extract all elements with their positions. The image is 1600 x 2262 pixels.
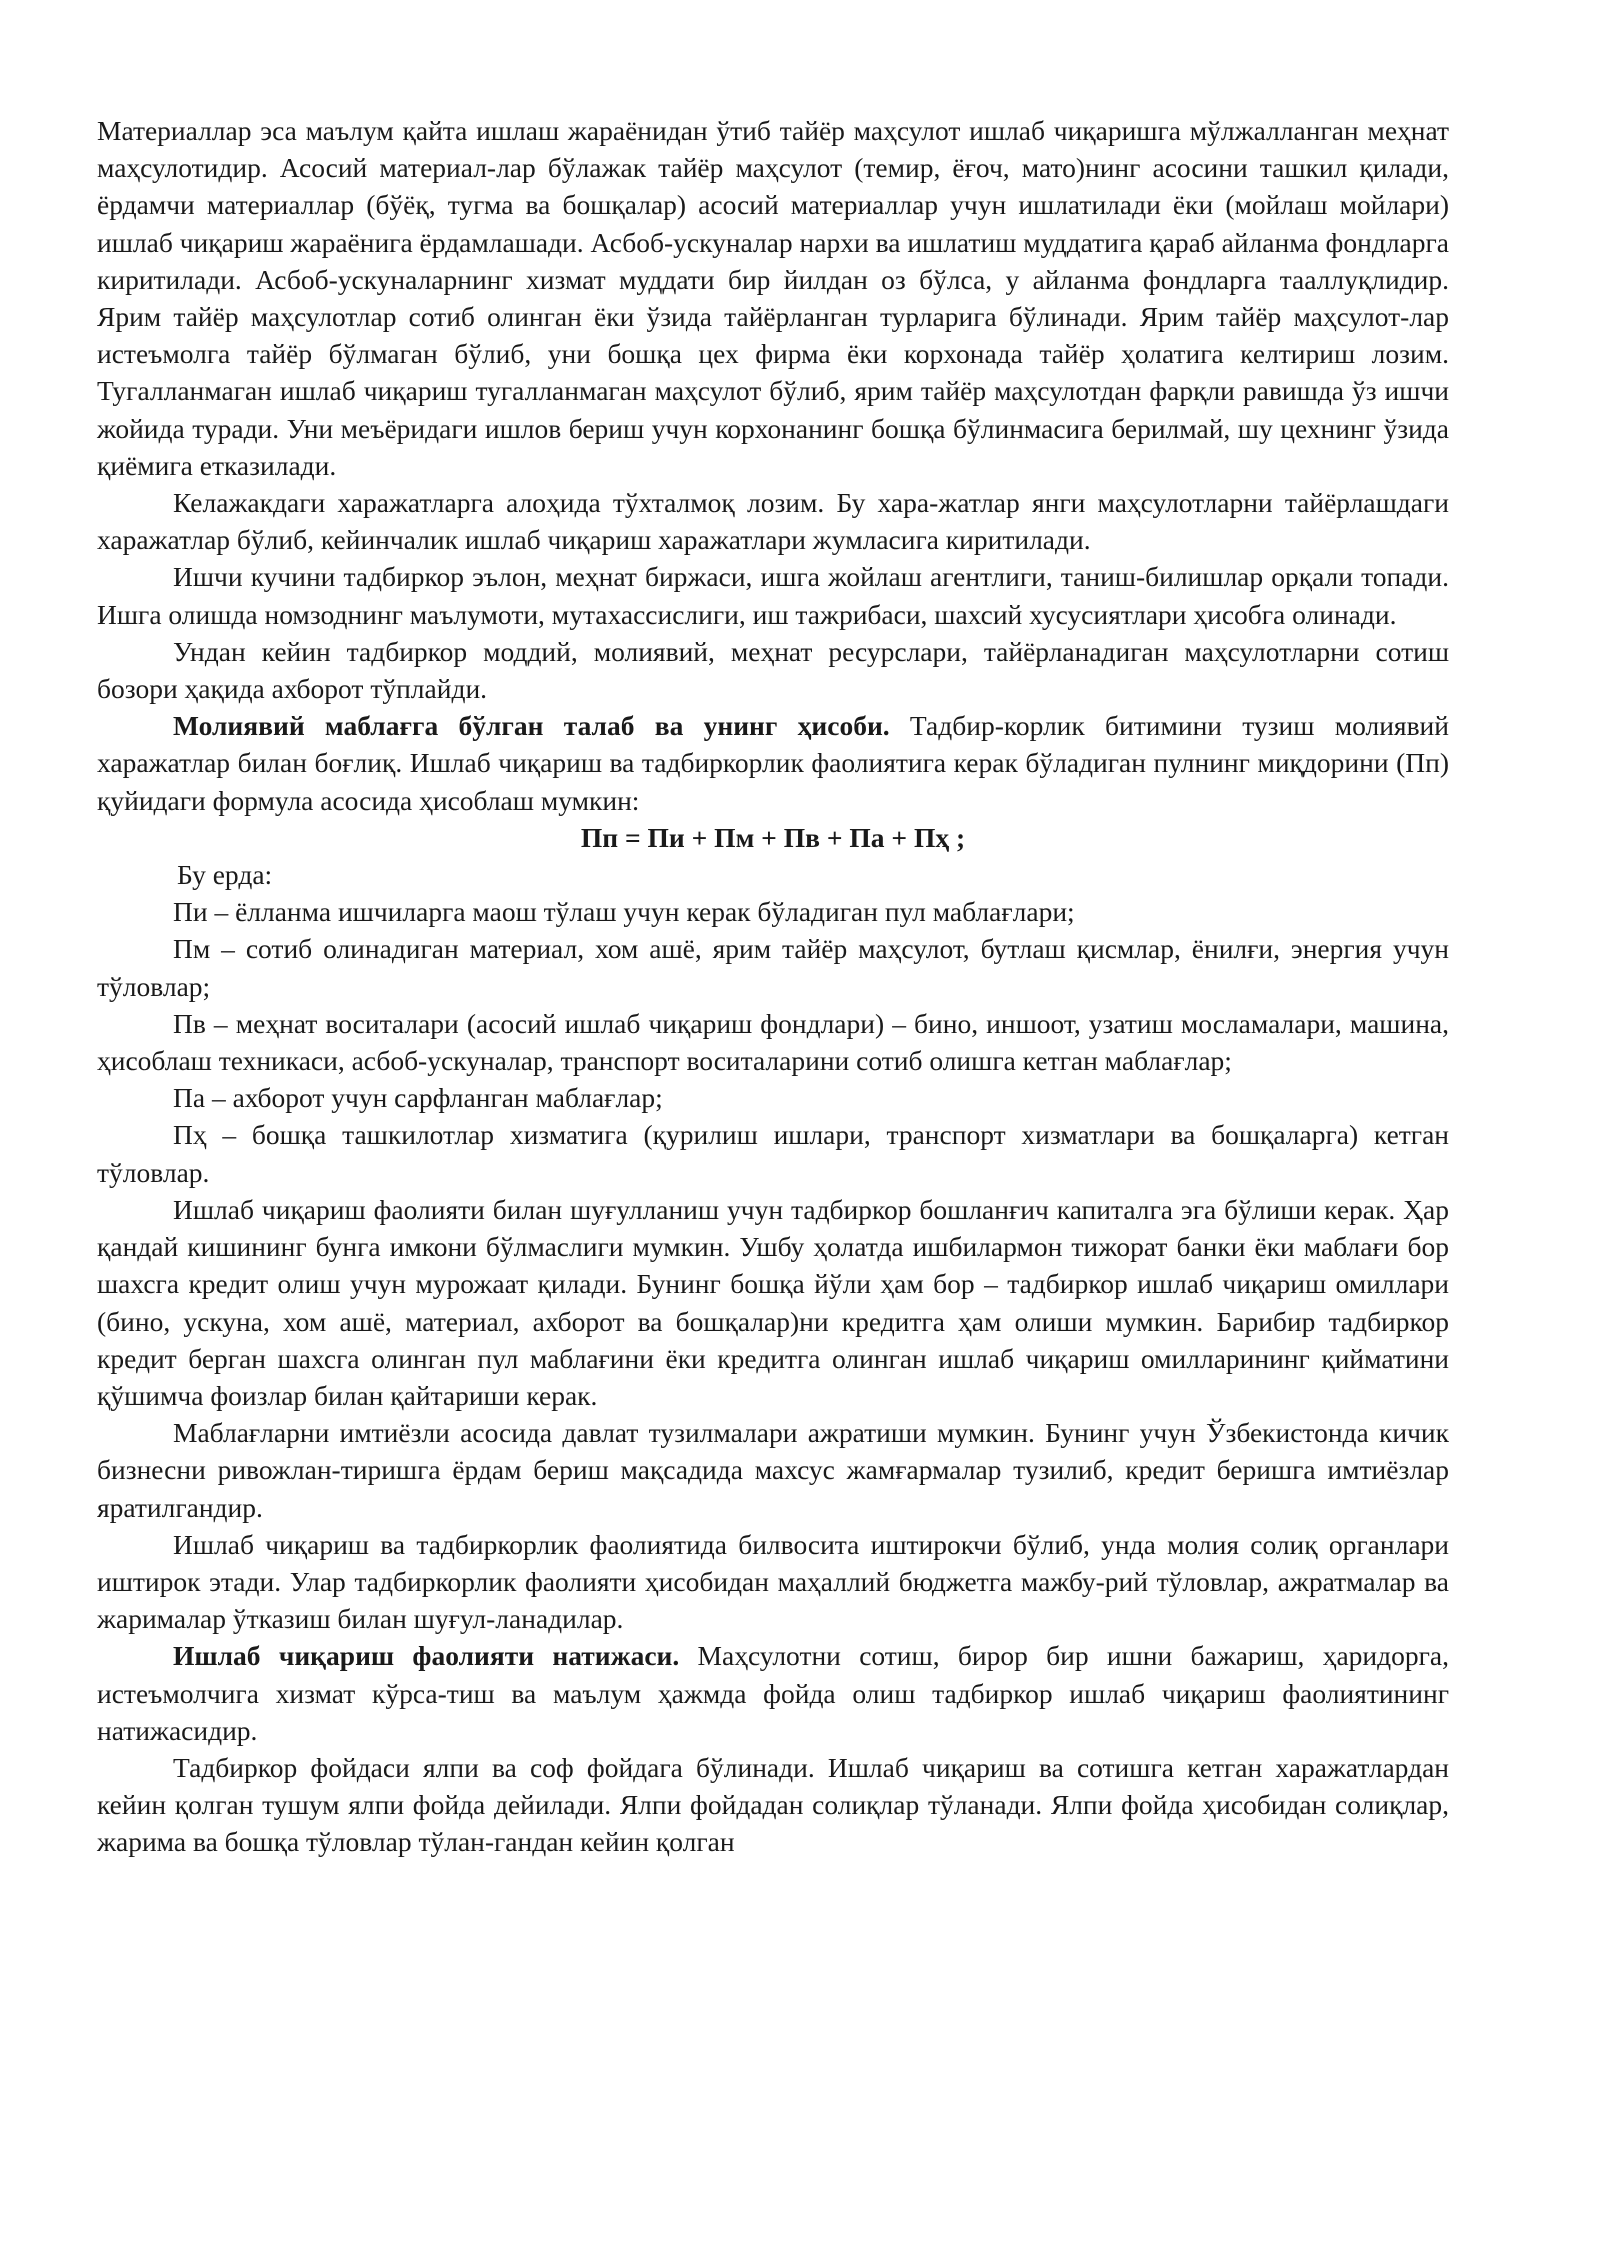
formula-term-ph: Пҳ – бошқа ташкилотлар хизматига (қурилиш ишлари, транспорт хизматлари ва бошқаларга) кетган тўловлар. <box>97 1119 1449 1188</box>
paragraph-profit: Тадбиркор фойдаси ялпи ва соф фойдага бўлинади. Ишлаб чиқариш ва сотишга кетган харажатлардан кейин қолган тушум ялпи фойда дейилади. Ялпи фойдадан солиқлар тўланади. Ялпи фойда ҳисобидан солиқлар, жарима ва бошқа тўловлар тўлан-гандан кейин қолган <box>97 1751 1449 1858</box>
formula: Пп = Пи + Пм + Пв + Па + Пҳ ; <box>580 821 966 853</box>
paragraph-production-result <box>97 1637 1449 1749</box>
paragraph-production-result-text: Маҳсулотни сотиш, бирор бир ишни бажариш, ҳаридорга, истеъмолчига хизмат кўрса-тиш ва маълум ҳажмда фойда олиш тадбиркор ишлаб чиқариш фаолиятининг натижасидир. <box>97 1640 1449 1746</box>
paragraph-initial-capital: Ишлаб чиқариш фаолияти билан шуғулланиш учун тадбиркор бошланғич капиталга эга бўлиши керак. Ҳар қандай кишининг бунга имкони бўлмаслиги мумкин. Ушбу ҳолатда ишбилармон тижорат банки ёки маблағи бор шахсга кредит олиш учун мурожаат қилади. Бунинг бошқа йўли ҳам бор – тадбиркор ишлаб чиқариш омиллари (бино, ускуна, хом ашё, материал, ахборот ва бошқалар)ни кредитга ҳам олиши мумкин. Барибир тадбиркор кредит берган шахсга олинган пул маблағини ёки кредитга олинган ишлаб чиқариш омилларининг қийматини қўшимча фоизлар билан қайтариши керак. <box>97 1193 1449 1411</box>
formula-term-pa: Па – ахборот учун сарфланган маблағлар; <box>173 1082 663 1114</box>
section-heading-result: Ишлаб чиқариш фаолияти натижаси. <box>173 1640 680 1672</box>
paragraph-preferential-funds: Маблағларни имтиёзли асосида давлат тузилмалари ажратиши мумкин. Бунинг учун Ўзбекистонда кичик бизнесни ривожлан-тиришга ёрдам бериш мақсадида махсус жамғармалар тузилиб, кредит беришга имтиёзлар яратилгандир. <box>97 1417 1449 1523</box>
paragraph-future-costs: Келажакдаги харажатларга алоҳида тўхталмоқ лозим. Бу хара-жатлар янги маҳсулотларни тайёрлашдаги харажатлар бўлиб, кейинчалик ишлаб чиқариш харажатлари жумласига киритилади. <box>97 487 1449 556</box>
formula-term-pv: Пв – меҳнат воситалари (асосий ишлаб чиқариш фондлари) – бино, иншоот, узатиш мосламалари, машина, ҳисоблаш техникаси, асбоб-ускуналар, транспорт воситаларини сотиб олишга кетган маблағлар; <box>97 1007 1449 1077</box>
paragraph-labor-force: Ишчи кучини тадбиркор эълон, меҳнат биржаси, ишга жойлаш агентлиги, таниш-билишлар орқали топади. Ишга олишда номзоднинг маълумоти, мутахассислиги, иш тажрибаси, шахсий хусусиятлари ҳисобга олинади. <box>97 561 1449 630</box>
paragraph-resources-info: Ундан кейин тадбиркор моддий, молиявий, меҳнат ресурслари, тайёрланадиган маҳсулотларни сотиш бозори ҳақида ахборот тўплайди. <box>97 635 1449 705</box>
section-heading-financial: Молиявий маблағга бўлган талаб ва унинг ҳисоби. <box>173 710 890 742</box>
paragraph-financial-needs-text: Тадбир-корлик битимини тузиш молиявий харажатлар билан боғлиқ. Ишлаб чиқариш ва тадбиркорлик фаолиятига керак бўладиган пулнинг миқдорини (Пп) қуйидаги формула асосида ҳисоблаш мумкин: <box>97 710 1449 816</box>
formula-term-pi: Пи – ёлланма ишчиларга маош тўлаш учун керак бўладиган пул маблағлари; <box>173 896 1075 928</box>
document-page <box>97 112 1449 1861</box>
paragraph-tax-authorities: Ишлаб чиқариш ва тадбиркорлик фаолиятида билвосита иштирокчи бўлиб, унда молия солиқ органлари иштирок этади. Улар тадбиркорлик фаолияти ҳисобидан маҳаллий бюджетга мажбу-рий тўловлар, ажратмалар ва жарималар ўтказиш билан шуғул-ланадилар. <box>97 1528 1449 1635</box>
formula-where-label: Бу ерда: <box>177 859 273 891</box>
paragraph-financial-needs <box>97 707 1449 819</box>
paragraph-materials: Материаллар эса маълум қайта ишлаш жараёнидан ўтиб тайёр маҳсулот ишлаб чиқаришга мўлжалланган меҳнат маҳсулотидир. Асосий материал-лар бўлажак тайёр маҳсулот (темир, ёғоч, мато)нинг асосини ташкил қилади, ёрдамчи материаллар (бўёқ, тугма ва бошқалар) асосий материаллар учун ишлатилади ёки (мойлаш мойлари) ишлаб чиқариш жараёнига ёрдамлашади. Асбоб-ускуналар нархи ва ишлатиш муддатига қараб айланма фондларга киритилади. Асбоб-ускуналарнинг хизмат муддати бир йилдан оз бўлса, у айланма фондларга тааллуқлидир. Ярим тайёр маҳсулотлар сотиб олинган ёки ўзида тайёрланган турларига бўлинади. Ярим тайёр маҳсулот-лар истеъмолга тайёр бўлмаган бўлиб, уни бошқа цех фирма ёки корхонада тайёр ҳолатига келтириш лозим. Тугалланмаган ишлаб чиқариш тугалланмаган маҳсулот бўлиб, ярим тайёр маҳсулотдан фарқли равишда ўз ишчи жойида туради. Уни меъёридаги ишлов бериш учун корхонанинг бошқа бўлинмасига берилмай, шу цехнинг ўзида қиёмига етказилади. <box>97 115 1449 481</box>
formula-term-pm: Пм – сотиб олинадиган материал, хом ашё, ярим тайёр маҳсулот, бутлаш қисмлар, ёнилғи, энергия учун тўловлар; <box>97 933 1449 1002</box>
